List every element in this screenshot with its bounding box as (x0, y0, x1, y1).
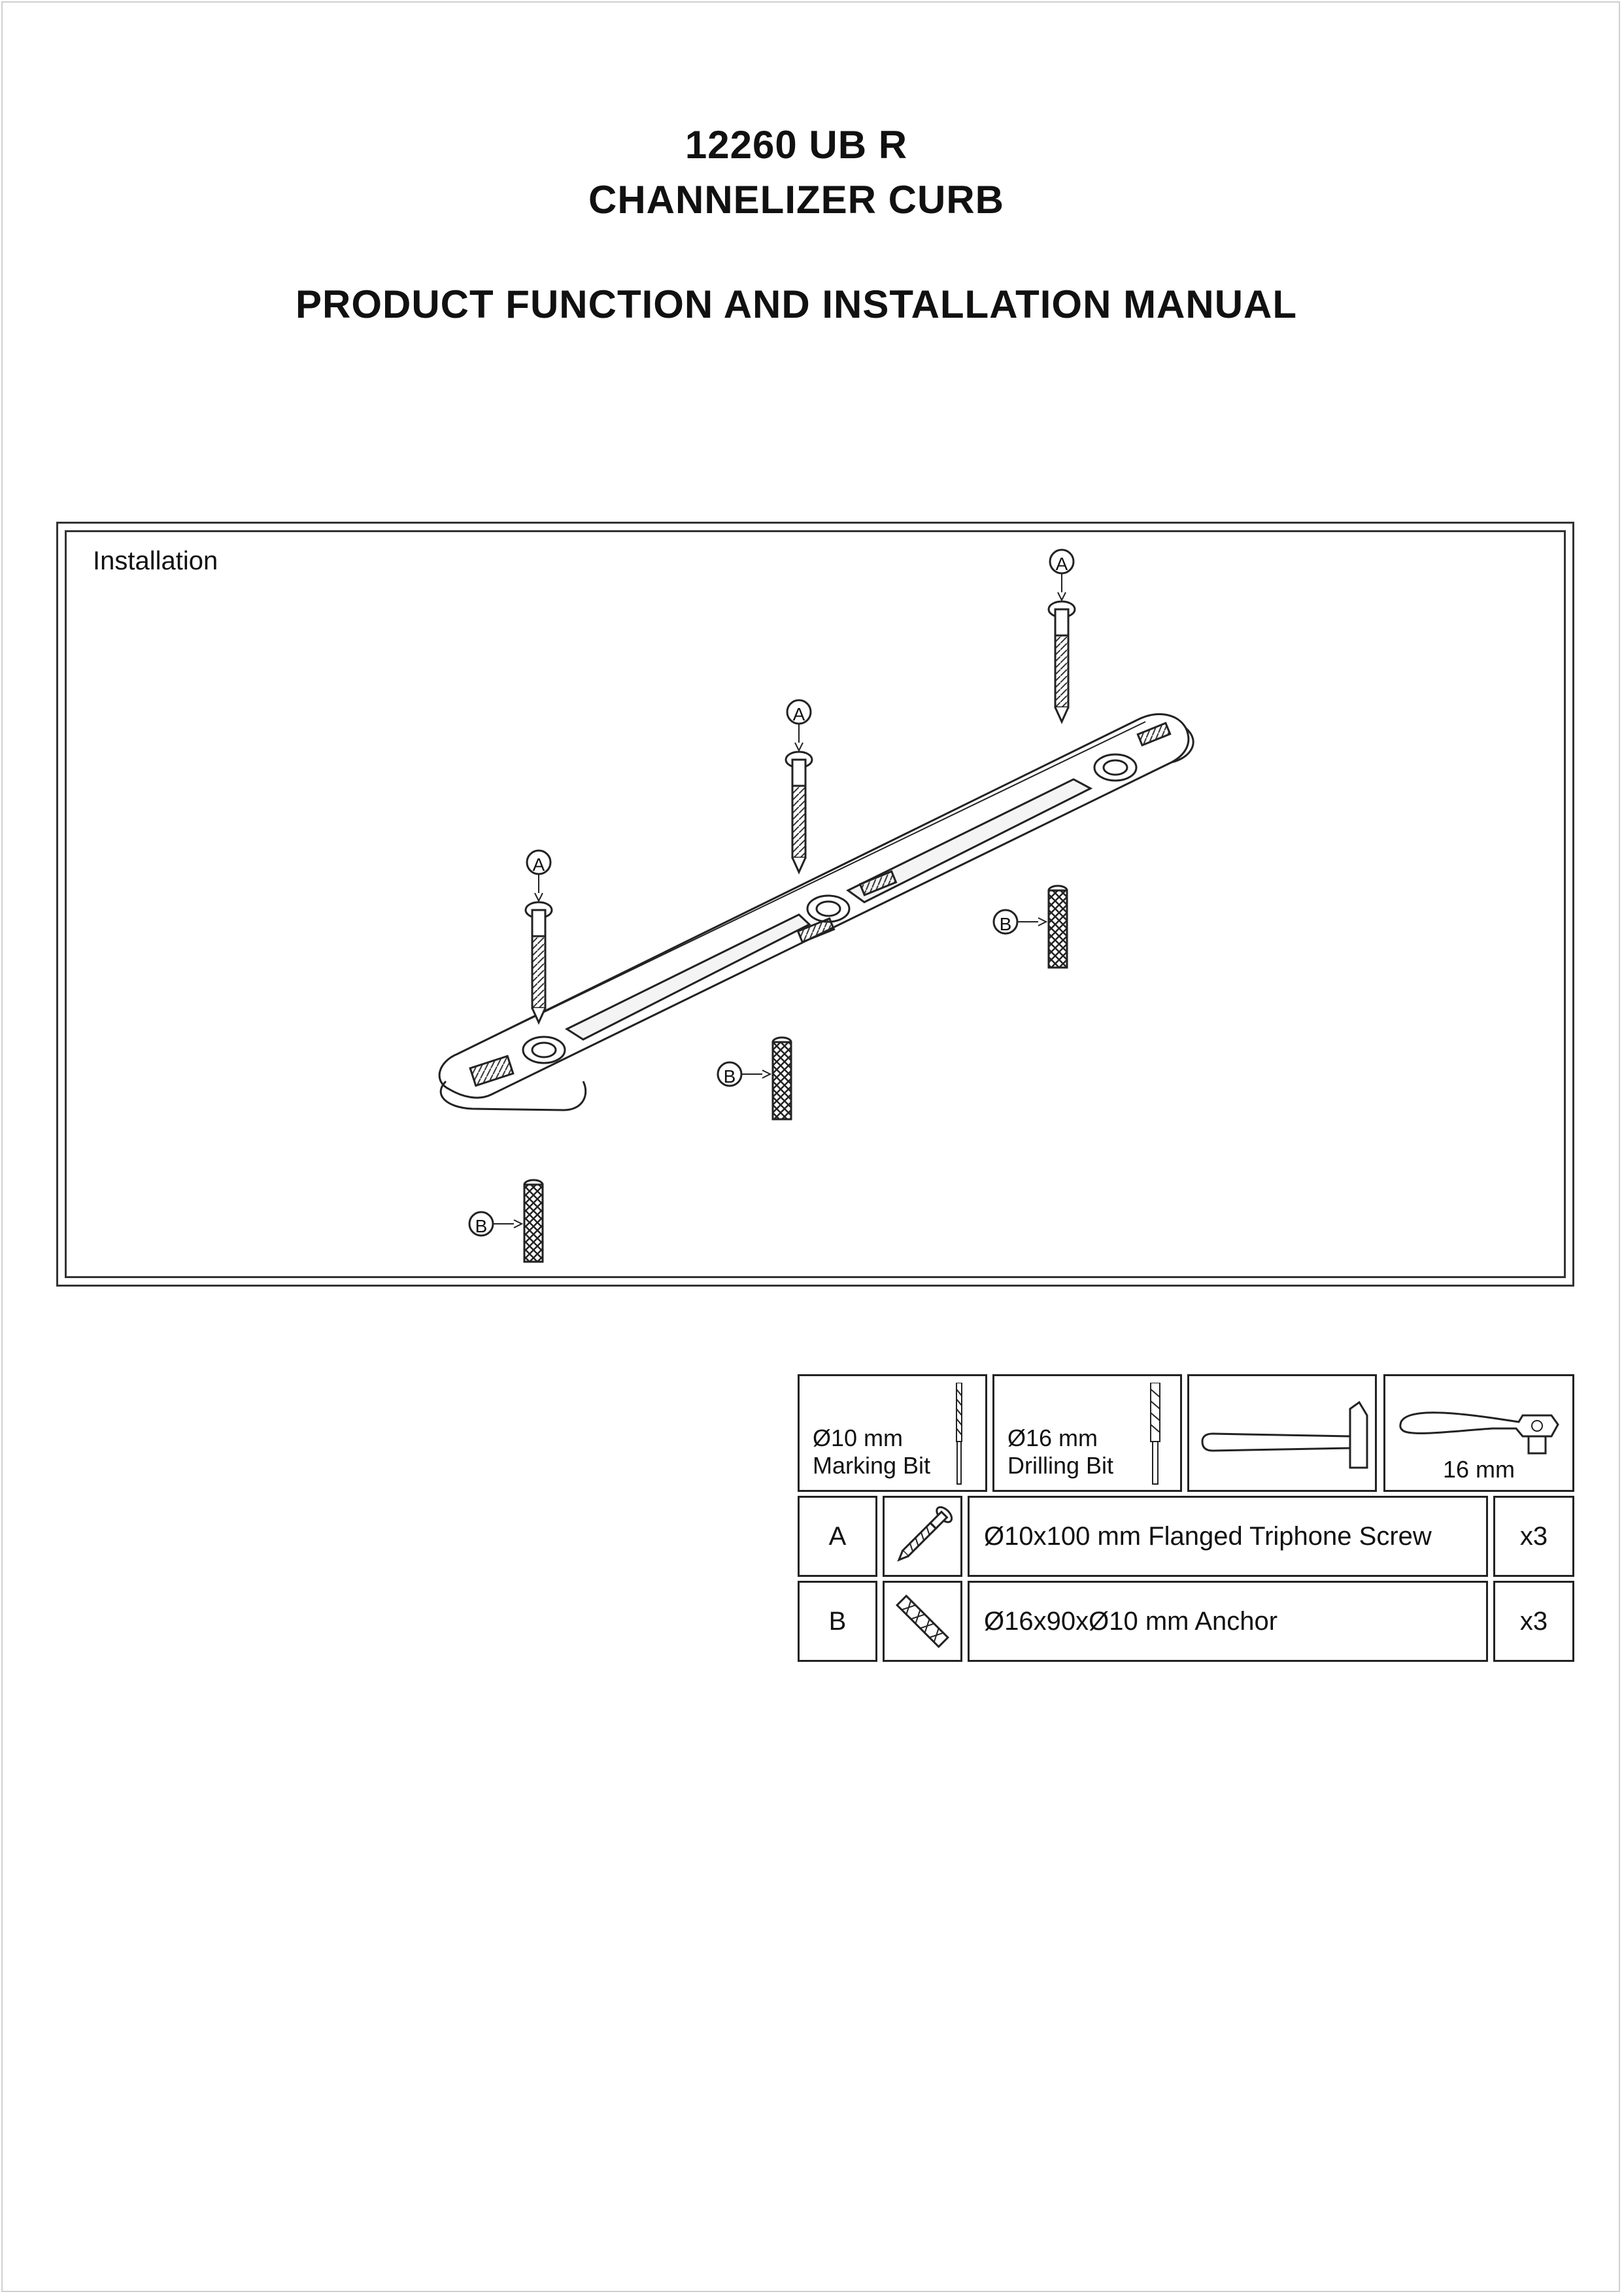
channelizer-curb (439, 714, 1193, 1110)
screw-a-2 (786, 700, 812, 872)
part-a-image (883, 1496, 962, 1577)
installation-panel-inner (65, 530, 1566, 1278)
tool-drilling-bit-text (1007, 1425, 1113, 1479)
callout-b-1: B (475, 1216, 488, 1236)
part-b-id: B (798, 1581, 877, 1662)
part-b-image (883, 1581, 962, 1662)
tool-hammer (1187, 1374, 1377, 1492)
part-b-quantity: x3 (1493, 1581, 1574, 1662)
drill-bit-icon (953, 1383, 966, 1487)
callout-b-2: B (723, 1066, 736, 1087)
tool-marking-bit-size: Ø10 mm (813, 1425, 904, 1451)
callout-a-2: A (792, 704, 805, 724)
callout-a-3: A (1055, 554, 1068, 574)
part-a-id: A (798, 1496, 877, 1577)
installation-label: Installation (93, 547, 218, 575)
part-a-quantity: x3 (1493, 1496, 1574, 1577)
callout-b-3: B (999, 914, 1012, 934)
screw-a-1 (526, 851, 552, 1022)
installation-illustration (67, 532, 1564, 1276)
anchor-b-2 (718, 1038, 791, 1119)
tool-ratchet (1383, 1374, 1574, 1492)
model-number: 12260 UB R (685, 123, 908, 167)
tool-ratchet-size: 16 mm (1442, 1456, 1515, 1483)
tool-marking-bit-name: Marking Bit (813, 1452, 931, 1479)
anchor-b-3 (994, 886, 1067, 968)
title-block (0, 118, 1593, 332)
manual-title: PRODUCT FUNCTION AND INSTALLATION MANUAL (295, 282, 1298, 326)
part-a-description: Ø10x100 mm Flanged Triphone Screw (968, 1496, 1488, 1577)
tool-marking-bit (798, 1374, 987, 1492)
callout-a-1: A (532, 854, 545, 875)
tool-drilling-bit-name: Drilling Bit (1007, 1452, 1114, 1479)
hammer-icon (1196, 1396, 1372, 1474)
tool-marking-bit-text (813, 1425, 930, 1479)
anchor-b-1 (469, 1180, 543, 1262)
screw-a-3 (1049, 550, 1075, 722)
part-b-description: Ø16x90xØ10 mm Anchor (968, 1581, 1488, 1662)
flanged-screw-icon (885, 1498, 960, 1575)
tool-drilling-bit-size: Ø16 mm (1007, 1425, 1098, 1451)
anchor-icon (885, 1583, 960, 1660)
product-name: CHANNELIZER CURB (588, 178, 1004, 222)
installation-panel (56, 522, 1574, 1287)
tool-drilling-bit (992, 1374, 1182, 1492)
ratchet-wrench-icon (1395, 1389, 1567, 1461)
drill-bit-icon (1147, 1383, 1163, 1487)
